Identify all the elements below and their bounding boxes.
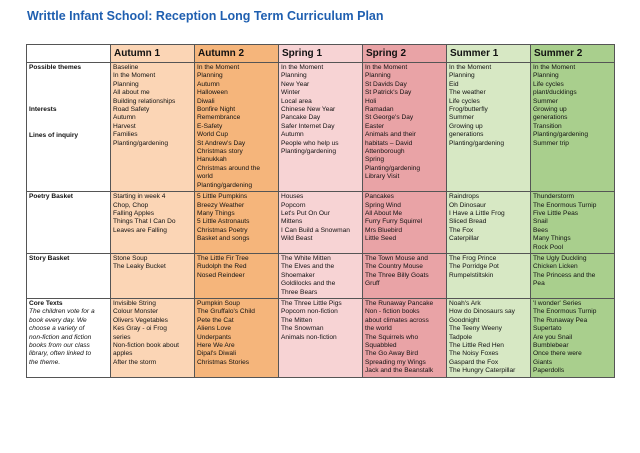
table-cell [195, 298, 279, 377]
cell-line: Autumn [113, 114, 136, 122]
cell-line: Many Things [533, 235, 571, 243]
cell-line: The White Mitten [281, 254, 331, 262]
cell-line: Planting/gardening [533, 131, 588, 139]
cell-line: Once there were [533, 350, 582, 358]
cell-line: Families [113, 131, 138, 139]
themes-row [27, 63, 615, 192]
cell-line: Let's Put On Our [281, 209, 330, 217]
cell-line: Things That I Can Do [113, 218, 176, 226]
cell-line: Christmas Stories [197, 358, 250, 366]
cell-line: Sliced Bread [449, 218, 487, 226]
cell-line: Planting/gardening [449, 139, 504, 147]
cell-line: Oh Dinosaur [449, 201, 487, 209]
cell-line: Local area [281, 97, 312, 105]
cell-line: Bonfire Night [197, 106, 236, 114]
cell-line: Planning [281, 72, 307, 80]
cell-line: Nosed Reindeer [197, 271, 245, 279]
cell-line: New Year [281, 80, 310, 88]
cell-line: The Enormous Turnip [533, 308, 597, 316]
cell-line: Rudolph the Red [197, 263, 247, 271]
cell-line: Pancake Day [281, 114, 321, 122]
cell-line: Frog/butterfly [449, 106, 488, 114]
cell-line: In the Moment [197, 64, 240, 71]
cell-line: 5 Little Pumpkins [197, 193, 248, 201]
cell-line: Aliens Love [197, 325, 232, 333]
cell-line: apples [113, 350, 133, 358]
cell-line: Gaspard the Fox [449, 358, 499, 366]
cell-line: The Town Mouse and [365, 254, 428, 262]
table-cell [279, 63, 363, 192]
cell-line: The Country Mouse [365, 263, 423, 271]
cell-line: Holi [365, 97, 377, 105]
table-cell [279, 253, 363, 298]
cell-line: I Have a Little Frog [449, 209, 505, 217]
row-header [27, 192, 111, 254]
table-cell [447, 253, 531, 298]
row-header-label: Story Basket [29, 254, 70, 262]
cell-line: The Gruffalo's Child [197, 308, 255, 316]
cell-line: E-Safety [197, 122, 223, 130]
cell-line: Life cycles [533, 80, 564, 88]
cell-line: Olivers Vegetables [113, 316, 168, 324]
core-texts-description-line: The children vote for a [29, 308, 95, 316]
cell-line: Animals and their [365, 131, 416, 139]
cell-line: Wild Beast [281, 235, 313, 243]
cell-line: St Andrew's Day [197, 139, 246, 147]
cell-line: Underpants [197, 333, 232, 341]
cell-line: The Snowman [281, 325, 324, 333]
core-texts-description-line: books from our class [29, 342, 90, 349]
cell-line: The Noisy Foxes [449, 350, 499, 358]
cell-line: In the Moment [449, 64, 492, 71]
cell-line: Bees [533, 226, 549, 234]
cell-line: Summer trip [533, 139, 569, 147]
cell-line: The Fox [449, 226, 474, 234]
cell-line: Starting in week 4 [113, 193, 166, 201]
cell-line: The Mitten [281, 316, 313, 324]
cell-line: Mittens [281, 218, 303, 226]
cell-line: Many Things [197, 209, 235, 217]
cell-line: Goodnight [449, 316, 480, 324]
cell-line: The Little Red Hen [449, 342, 504, 349]
table-cell [363, 192, 447, 254]
table-cell [447, 63, 531, 192]
cell-line: Invisible String [113, 299, 156, 307]
cell-line: the world [365, 325, 392, 333]
cell-line: Christmas around the [197, 164, 261, 172]
cell-line: St Patrick's Day [365, 89, 412, 97]
cell-line: Pumpkin Soup [197, 299, 240, 307]
cell-line: Eid [449, 80, 459, 88]
cell-line: The Ugly Duckling [533, 254, 587, 262]
cell-line: Planning [533, 72, 559, 80]
table-cell [363, 253, 447, 298]
cell-line: Harvest [113, 122, 136, 130]
cell-line: The Little Fir Tree [197, 254, 249, 262]
cell-line: Summer [449, 114, 474, 122]
cell-line: In the Moment [533, 64, 576, 71]
cell-line: Caterpillar [449, 235, 480, 243]
cell-line: Here We Are [197, 342, 235, 349]
cell-line: Goldilocks and the [281, 280, 336, 288]
cell-line: How do Dinosaurs say [449, 308, 515, 316]
cell-line: Chinese New Year [281, 106, 336, 114]
core-texts-description-line: library, often linked to [29, 350, 92, 358]
cell-line: Growing up [449, 122, 483, 130]
cell-line: The Runaway Pancake [365, 299, 434, 307]
cell-line: Spring Wind [365, 201, 401, 209]
cell-line: St George's Day [365, 114, 414, 122]
cell-line: After the storm [113, 358, 157, 366]
cell-line: Planting/gardening [113, 139, 168, 147]
cell-line: Shoemaker [281, 271, 315, 279]
column-header-spring-1: Spring 1 [279, 45, 363, 63]
cell-line: habitats – David [365, 139, 413, 147]
cell-line: Breezy Weather [197, 201, 245, 209]
cell-line: Chop, Chop [113, 201, 149, 209]
cell-line: Snail [533, 218, 548, 226]
cell-line: Raindrops [449, 193, 480, 201]
cell-line: Winter [281, 89, 301, 97]
cell-line: I Can Build a Snowman [281, 226, 350, 234]
cell-line: Library Visit [365, 173, 400, 181]
curriculum-table [26, 44, 615, 378]
cell-line: Pete the Cat [197, 316, 234, 324]
table-cell [279, 192, 363, 254]
row-header-label: Core Texts [29, 299, 63, 307]
cell-line: Pea [533, 280, 545, 288]
cell-line: Autumn [281, 131, 304, 139]
cell-line: Five Little Peas [533, 209, 579, 217]
cell-line: All about me [113, 89, 150, 97]
cell-line: Little Seed [365, 235, 397, 243]
cell-line: Squabbled [365, 342, 397, 349]
cell-line: In the Moment [365, 64, 408, 71]
cell-line: The Hungry Caterpillar [449, 367, 516, 375]
cell-line: The Porridge Pot [449, 263, 499, 271]
cell-line: Rock Pool [533, 243, 564, 251]
cell-line: 5 Little Astronauts [197, 218, 250, 226]
cell-line: Chicken Licken [533, 263, 578, 271]
cell-line: Safer Internet Day [281, 122, 335, 130]
cell-line: Tadpole [449, 333, 473, 341]
table-cell [531, 253, 615, 298]
cell-line: The Enormous Turnip [533, 201, 597, 209]
cell-line: Planning [449, 72, 475, 80]
cell-line: The Teeny Weeny [449, 325, 502, 333]
cell-line: Christmas story [197, 148, 243, 156]
cell-line: People who help us [281, 139, 339, 147]
cell-line: Colour Monster [113, 308, 159, 316]
cell-line: Popcorn [281, 201, 306, 209]
table-cell [111, 253, 195, 298]
cell-line: Planting/gardening [197, 181, 252, 189]
row-header-label: Lines of inquiry [29, 131, 79, 139]
cell-line: Road Safety [113, 106, 150, 114]
column-header-summer-1: Summer 1 [447, 45, 531, 63]
cell-line: Planting/gardening [365, 164, 420, 172]
cell-line: Remembrance [197, 114, 241, 122]
cell-line: Diwali [197, 97, 215, 105]
cell-line: Non - fiction books [365, 308, 420, 316]
cell-line: Noah's Ark [449, 299, 481, 307]
cell-line: World Cup [197, 131, 229, 139]
cell-line: The weather [449, 89, 486, 97]
table-cell [195, 192, 279, 254]
cell-line: Planning [365, 72, 391, 80]
cell-line: Are you Snail [533, 333, 573, 341]
cell-line: Planting/gardening [281, 148, 336, 156]
row-header-label: Possible themes [29, 64, 82, 71]
cell-line: Building relationships [113, 97, 176, 105]
cell-line: Hanukkah [197, 156, 227, 164]
cell-line: The Runaway Pea [533, 316, 588, 324]
cell-line: In the Moment [113, 72, 156, 80]
core-texts-description-line: choose a variety of [29, 325, 85, 333]
cell-line: The Three Billy Goats [365, 271, 429, 279]
table-cell [447, 298, 531, 377]
cell-line: Planning [197, 72, 223, 80]
story-basket-row [27, 253, 615, 298]
row-header [27, 63, 111, 192]
cell-line: Life cycles [449, 97, 480, 105]
cell-line: Popcorn non-fiction [281, 308, 338, 316]
cell-line: series [113, 333, 131, 341]
table-cell [531, 192, 615, 254]
cell-line: Kes Gray - oi Frog [113, 325, 167, 333]
cell-line: The Three Little Pigs [281, 299, 342, 307]
corner-cell [27, 45, 111, 63]
core-texts-description-line: non-fiction and fiction [29, 333, 92, 341]
cell-line: Attenborough [365, 148, 405, 156]
core-texts-row [27, 298, 615, 377]
core-texts-description-line: book every day. We [29, 316, 87, 324]
row-header-label: Poetry Basket [29, 193, 73, 201]
cell-line: world [197, 173, 213, 181]
cell-line: Easter [365, 122, 385, 130]
table-cell [195, 253, 279, 298]
table-cell [447, 192, 531, 254]
cell-line: Bumblebear [533, 342, 569, 349]
header-row [27, 45, 615, 63]
cell-line: St Davids Day [365, 80, 407, 88]
cell-line: The Go Away Bird [365, 350, 419, 358]
cell-line: Spring [365, 156, 385, 164]
cell-line: Spreading my Wings [365, 358, 426, 366]
cell-line: Ramadan [365, 106, 394, 114]
cell-line: Stone Soup [113, 254, 148, 262]
table-cell [363, 298, 447, 377]
core-texts-description-line: the theme. [29, 358, 61, 366]
cell-line: Planning [113, 80, 139, 88]
table-cell [111, 63, 195, 192]
column-header-autumn-1: Autumn 1 [111, 45, 195, 63]
cell-line: The Frog Prince [449, 254, 497, 262]
cell-line: Supertato [533, 325, 562, 333]
cell-line: Pancakes [365, 193, 394, 201]
cell-line: generations [533, 114, 568, 122]
table-cell [111, 192, 195, 254]
cell-line: Autumn [197, 80, 220, 88]
cell-line: Non-fiction book about [113, 342, 179, 349]
cell-line: Dipal's Diwali [197, 350, 236, 358]
cell-line: Gruff [365, 280, 380, 288]
column-header-autumn-2: Autumn 2 [195, 45, 279, 63]
cell-line: The Princess and the [533, 271, 596, 279]
cell-line: Leaves are Falling [113, 226, 167, 234]
table-cell [531, 63, 615, 192]
row-header [27, 253, 111, 298]
cell-line: Summer [533, 97, 558, 105]
cell-line: Houses [281, 193, 304, 201]
cell-line: Furry Furry Squirrel [365, 218, 423, 226]
cell-line: Three Bears [281, 288, 318, 296]
cell-line: Paperdolls [533, 367, 565, 375]
cell-line: Thunderstorm [533, 193, 575, 201]
cell-line: Basket and songs [197, 235, 250, 243]
cell-line: Halloween [197, 89, 228, 97]
cell-line: Christmas Poetry [197, 226, 248, 234]
cell-line: Animals non-fiction [281, 333, 337, 341]
cell-line: Baseline [113, 64, 139, 71]
table-cell [195, 63, 279, 192]
cell-line: Giants [533, 358, 553, 366]
row-header [27, 298, 111, 377]
cell-line: plant/ducklings [533, 89, 577, 97]
column-header-summer-2: Summer 2 [531, 45, 615, 63]
cell-line: Growing up [533, 106, 567, 114]
cell-line: All About Me [365, 209, 403, 217]
poetry-basket-row [27, 192, 615, 254]
table-cell [111, 298, 195, 377]
cell-line: The Leaky Bucket [113, 263, 166, 271]
cell-line: Falling Apples [113, 209, 155, 217]
cell-line: generations [449, 131, 484, 139]
cell-line: Jack and the Beanstalk [365, 367, 434, 375]
page-title: Writtle Infant School: Reception Long Term Curriculum Plan [27, 9, 384, 23]
table-cell [531, 298, 615, 377]
table-cell [363, 63, 447, 192]
cell-line: about climates across [365, 316, 429, 324]
column-header-spring-2: Spring 2 [363, 45, 447, 63]
table-cell [279, 298, 363, 377]
cell-line: Mrs Bluebird [365, 226, 403, 234]
cell-line: The Squirrels who [365, 333, 419, 341]
cell-line: The Elves and the [281, 263, 335, 271]
cell-line: In the Moment [281, 64, 324, 71]
cell-line: Transition [533, 122, 562, 130]
cell-line: Rumpelstiltskin [449, 271, 494, 279]
cell-line: 'I wonder' Series [533, 299, 582, 307]
row-header-label: Interests [29, 106, 57, 114]
